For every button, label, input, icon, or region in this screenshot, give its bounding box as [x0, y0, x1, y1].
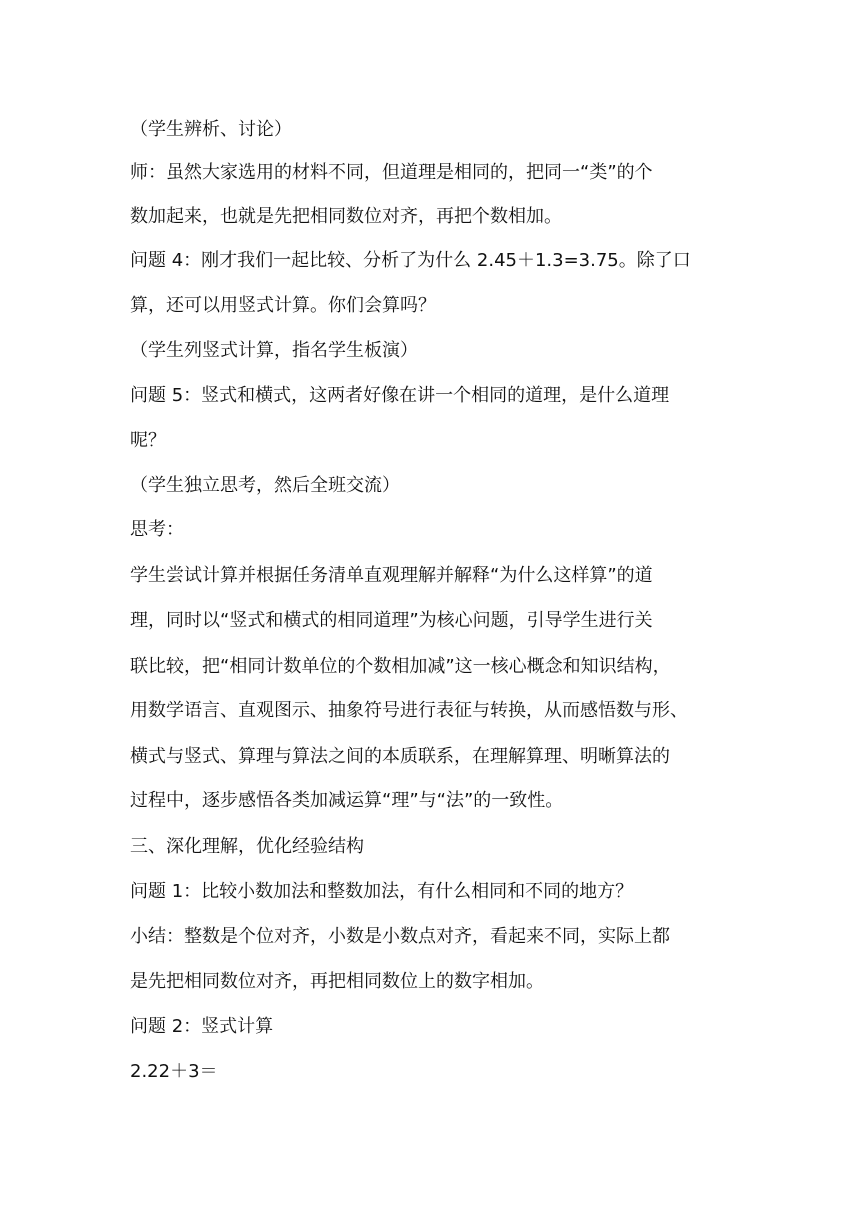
paragraph-line: 小结：整数是个位对齐，小数是小数点对齐，看起来不同，实际上都: [130, 926, 670, 947]
paragraph-line: 问题 5：竖式和横式，这两者好像在讲一个相同的道理，是什么道理: [130, 385, 670, 406]
paragraph-line: 用数学语言、直观图示、抽象符号进行表征与转换，从而感悟数与形、: [130, 700, 688, 721]
paragraph-line: （学生独立思考，然后全班交流）: [130, 475, 400, 496]
paragraph-line: 问题 1：比较小数加法和整数加法，有什么相同和不同的地方？: [130, 881, 634, 902]
paragraph-line: （学生辨析、讨论）: [130, 119, 292, 140]
paragraph-line: 算，还可以用竖式计算。你们会算吗？: [130, 295, 436, 316]
paragraph-line: （学生列竖式计算，指名学生板演）: [130, 340, 418, 361]
paragraph-line: 是先把相同数位对齐，再把相同数位上的数字相加。: [130, 971, 544, 992]
paragraph-line: 联比较，把“相同计数单位的个数相加减”这一核心概念和知识结构，: [130, 656, 671, 677]
equation-line: 2.22＋3＝: [130, 1061, 218, 1082]
paragraph-line: 横式与竖式、算理与算法之间的本质联系，在理解算理、明晰算法的: [130, 746, 670, 767]
paragraph-line: 呢？: [130, 430, 166, 451]
paragraph-line: 数加起来，也就是先把相同数位对齐，再把个数相加。: [130, 206, 562, 227]
paragraph-line: 问题 4：刚才我们一起比较、分析了为什么 2.45＋1.3=3.75。除了口: [130, 250, 691, 271]
paragraph-line: 过程中，逐步感悟各类加减运算“理”与“法”的一致性。: [130, 790, 564, 811]
paragraph-line: 学生尝试计算并根据任务清单直观理解并解释“为什么这样算”的道: [130, 565, 653, 586]
paragraph-line: 师：虽然大家选用的材料不同，但道理是相同的，把同一“类”的个: [130, 162, 653, 183]
paragraph-line: 思考：: [130, 519, 184, 540]
section-heading: 三、深化理解，优化经验结构: [130, 836, 364, 857]
paragraph-line: 问题 2：竖式计算: [130, 1016, 274, 1037]
paragraph-line: 理，同时以“竖式和横式的相同道理”为核心问题，引导学生进行关: [130, 610, 653, 631]
